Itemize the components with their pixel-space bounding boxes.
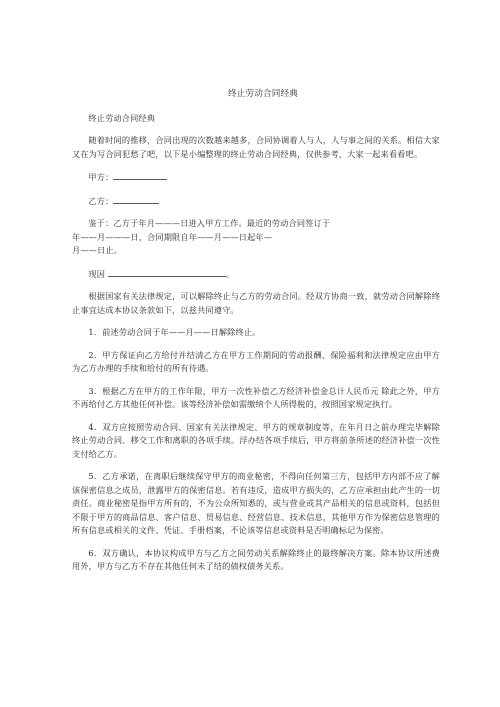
clause-5: 5．乙方承诺，在离职后继续保守甲方的商业秘密，不得向任何第三方，包括甲方内部不应了解该保密信息之成员，泄露甲方的保密信息。若有违反，造成甲方损失的，乙方应承担由此产生的一切责任。商业秘密是指甲方所有的，不为公众所知悉的，或与营业或其产品相关的信息或资料，包括但不限于甲方的商品信息、客户信息、贸易信息、经营信息、技术信息，其他甲方作为保密信息管理的所有信息或相关的文件、凭证、手册档案，不论该等信息或资料是否明确标记为保密。 (72, 471, 440, 535)
reason-end: 。 (225, 268, 235, 279)
clause-1: 1．前述劳动合同于年——月——日解除终止。 (88, 327, 261, 337)
signing-line-1: 鉴于：乙方于年月———日进入甲方工作。最近的劳动合同签订于 (88, 218, 331, 228)
document-title: 终止劳动合同经典 (228, 89, 298, 99)
clause-4: 4．双方应按照劳动合同、国家有关法律规定、甲方的规章制度等，在年月日之前办理完毕解除终止劳动合同、移交工作和离职的各项手续。浮办结各项手续后，甲方将前条所述的经济补偿一次性支付给乙方。 (72, 421, 440, 459)
clause-6: 6．双方确认，本协议构成甲方与乙方之间劳动关系解除终止的最终解决方案。除本协议所述费用外，甲方与乙方不存在其他任何未了结的债权债务关系。 (72, 547, 440, 571)
signing-line-2: 年——月———日，合同期限自年——月——日起年— (72, 231, 273, 242)
basis-paragraph: 根据国家有关法律规定，可以解除终止与乙方的劳动合同。经双方协商一致，就劳动合同解除终止事宜达成本协议条款如下，以兹共同遵守。 (72, 291, 440, 315)
intro-paragraph: 随着时间的推移，合同出现的次数越来越多，合同协调着人与人，人与事之间的关系。相信大家又在为写合同犯愁了吧，以下是小编整理的终止劳动合同经典，仅供参考，大家一起来看看吧。 (72, 135, 440, 159)
document-subtitle: 终止劳动合同经典 (88, 112, 156, 123)
document-body (72, 88, 440, 583)
signing-paragraph (72, 217, 440, 258)
clause-2: 2．甲方保证向乙方给付并结清乙方在甲方工作期间的劳动报酬、保险福利和法律规定应由甲方为乙方办理的手续和给付的所有待遇。 (72, 349, 440, 373)
party-a-line (72, 170, 440, 185)
party-b-blank (113, 194, 159, 204)
party-b-line (72, 194, 440, 209)
signing-line-3: 月——日止。 (72, 245, 123, 255)
reason-label: 现因 (88, 268, 106, 279)
party-b-label: 乙方： (88, 195, 114, 206)
reason-blank (108, 267, 226, 277)
party-a-label: 甲方： (88, 172, 114, 182)
reason-line (72, 267, 440, 282)
party-a-blank (113, 170, 167, 180)
clause-3: 3．根据乙方在甲方的工作年限，甲方一次性补偿乙方经济补偿金总计人民币元 除此之外，甲方不再给付乙方其他任何补偿。该等经济补偿如需缴纳个人所得税的，按照国家规定执行。 (72, 385, 440, 409)
